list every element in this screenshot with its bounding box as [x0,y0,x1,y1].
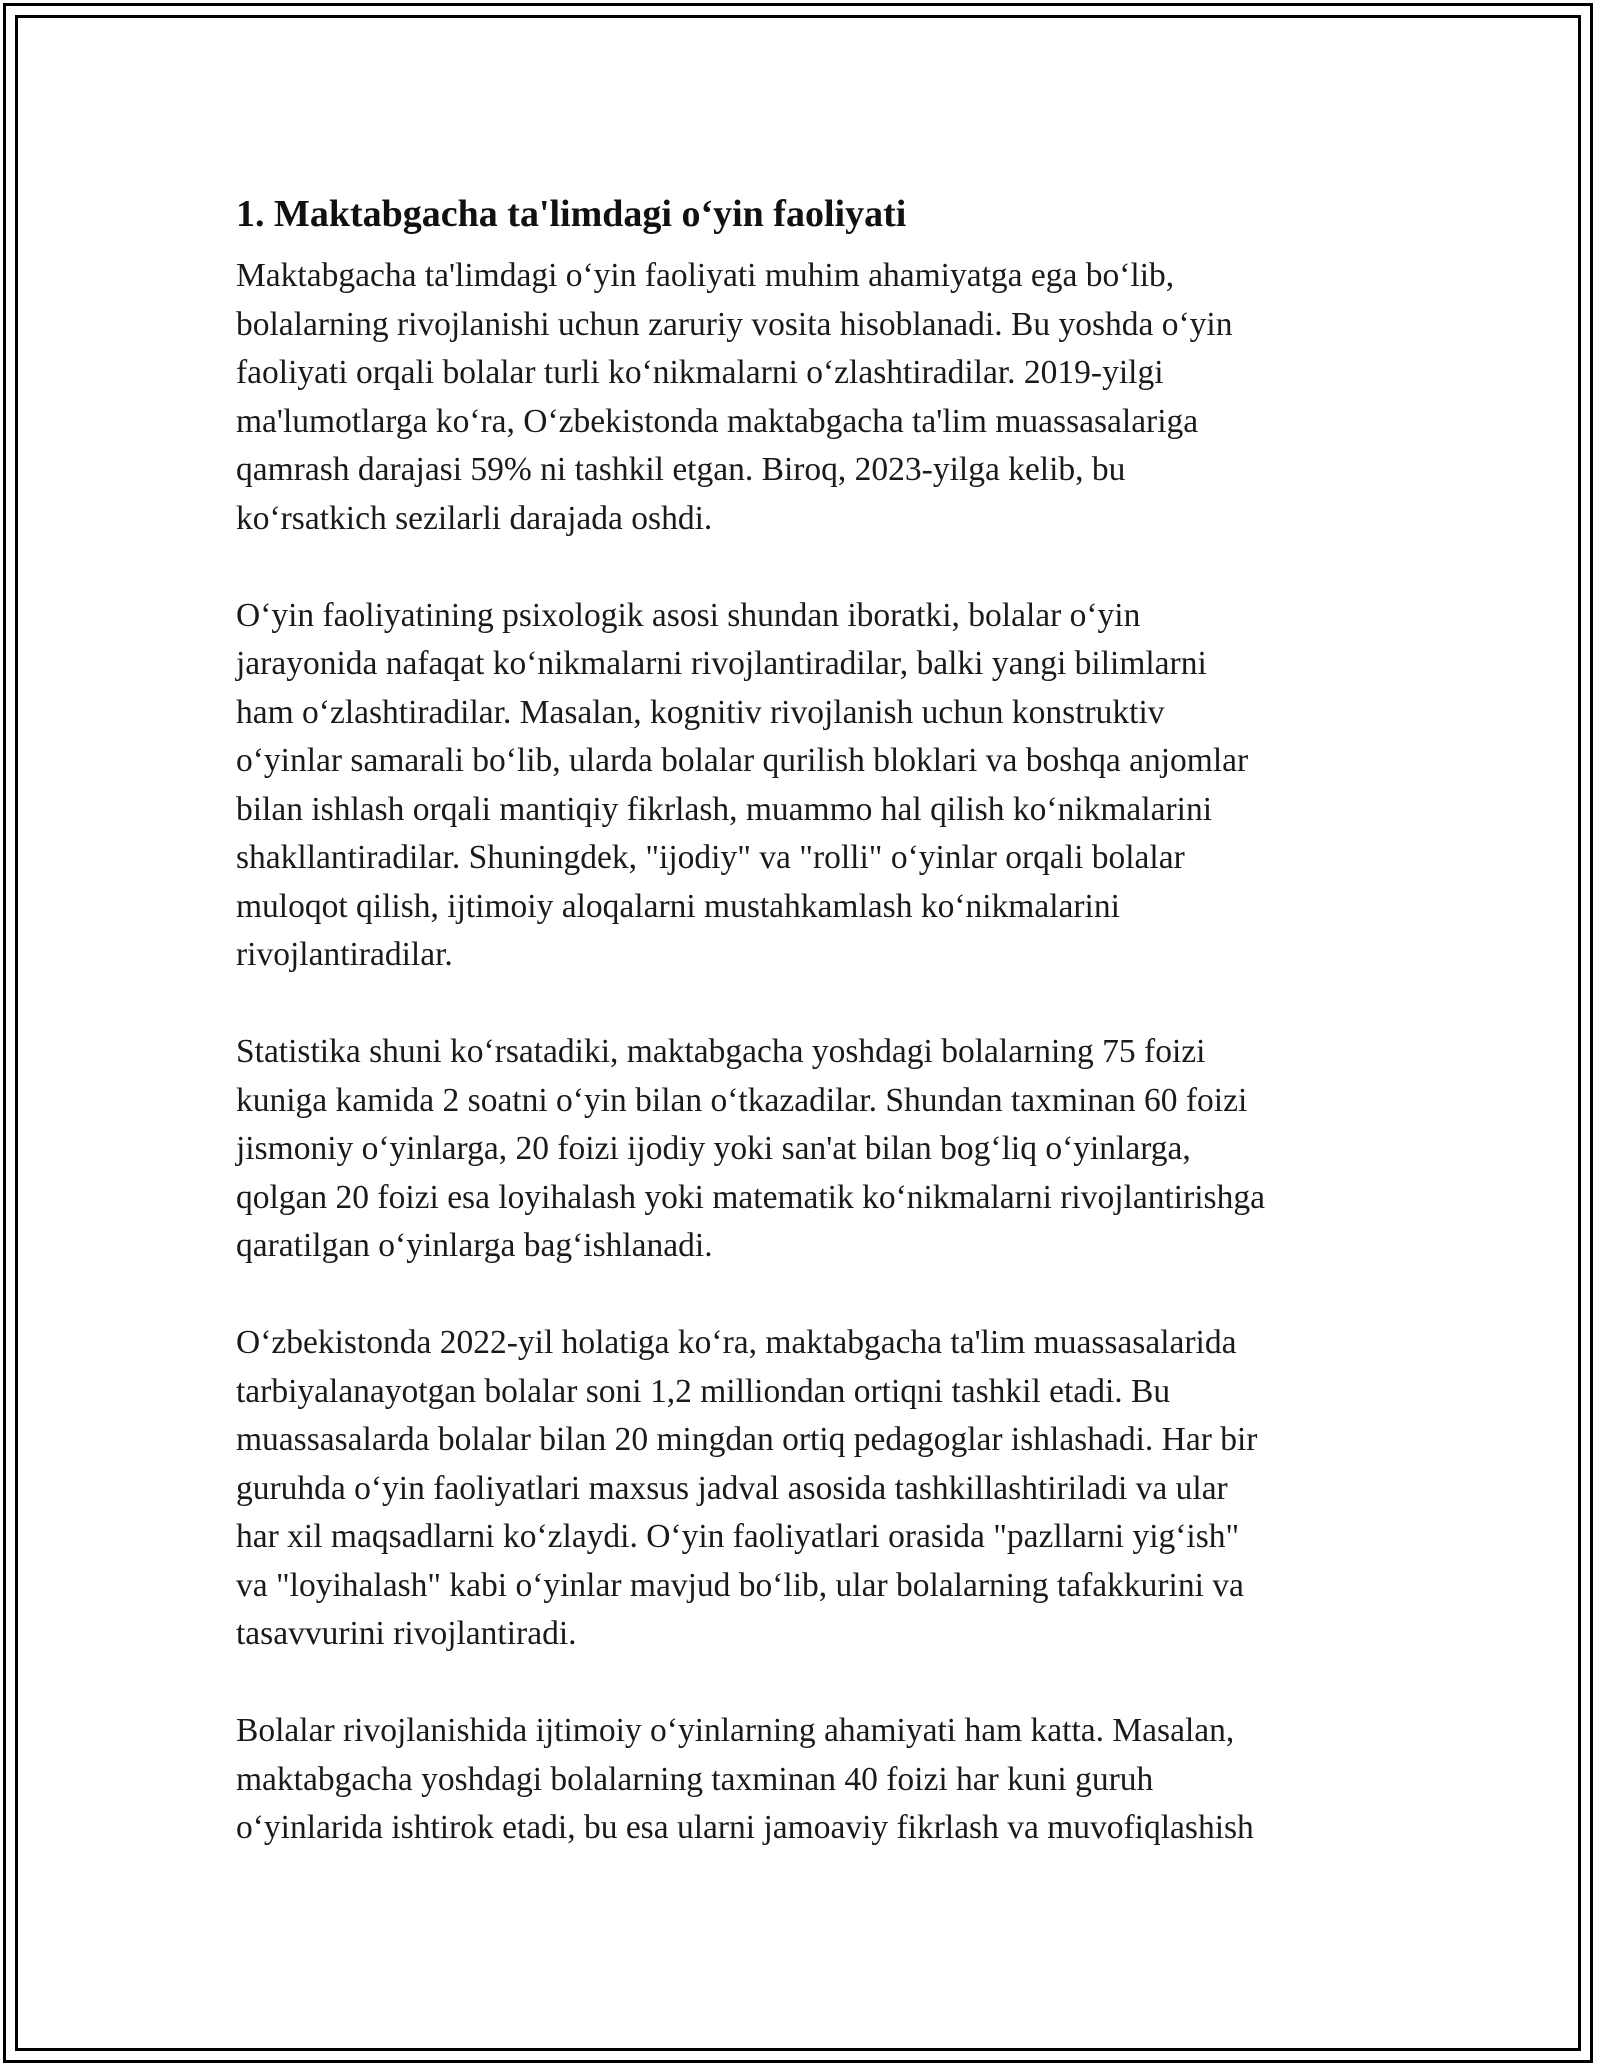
paragraph-line: jismoniy o‘yinlarga, 20 foizi ijodiy yoki san'at bilan bog‘liq o‘yinlarga, [236,1130,1191,1167]
paragraph-line: muassasalarda bolalar bilan 20 mingdan ortiq pedagoglar ishlashadi. Har bir [236,1421,1258,1458]
paragraph-line: muloqot qilish, ijtimoiy aloqalarni mustahkamlash ko‘nikmalarini [236,887,1120,925]
paragraph-line: O‘yin faoliyatining psixologik asosi shundan iboratki, bolalar o‘yin [236,596,1141,634]
paragraph [236,1319,1386,1659]
paragraph-line: ham o‘zlashtiradilar. Masalan, kognitiv rivojlanish uchun konstruktiv [236,693,1165,731]
paragraph-line: tarbiyalanayotgan bolalar soni 1,2 milliondan ortiqni tashkil etadi. Bu [236,1372,1171,1410]
paragraph-line: Maktabgacha ta'limdagi o‘yin faoliyati muhim ahamiyatga ega bo‘lib, [236,257,1175,294]
paragraph-line: o‘yinlar samarali bo‘lib, ularda bolalar qurilish bloklari va boshqa anjomlar [236,742,1249,779]
paragraph-line: faoliyati orqali bolalar turli ko‘nikmalarni o‘zlashtiradilar. 2019-yilgi [236,354,1164,391]
paragraph-container [236,252,1386,1853]
paragraph-line: tasavvurini rivojlantiradi. [236,1615,577,1652]
paragraph-line: ko‘rsatkich sezilarli darajada oshdi. [236,499,713,537]
paragraph-line: qolgan 20 foizi esa loyihalash yoki matematik ko‘nikmalarni rivojlantirishga [236,1178,1265,1216]
document-body [236,184,1386,1901]
paragraph-line: jarayonida nafaqat ko‘nikmalarni rivojlantiradilar, balki yangi bilimlarni [236,645,1207,682]
paragraph-line: kuniga kamida 2 soatni o‘yin bilan o‘tkazadilar. Shundan taxminan 60 foizi [236,1081,1248,1119]
paragraph-line: guruhda o‘yin faoliyatlari maxsus jadval asosida tashkillashtiriladi va ular [236,1469,1228,1507]
paragraph-line: ma'lumotlarga ko‘ra, O‘zbekistonda maktabgacha ta'lim muassasalariga [236,402,1199,440]
paragraph [236,592,1386,980]
paragraph-line: va "loyihalash" kabi o‘yinlar mavjud bo‘lib, ular bolalarning tafakkurini va [236,1566,1244,1604]
paragraph-line: Statistika shuni ko‘rsatadiki, maktabgacha yoshdagi bolalarning 75 foizi [236,1033,1206,1070]
paragraph-line: bilan ishlash orqali mantiqiy fikrlash, muammo hal qilish ko‘nikmalarini [236,790,1212,828]
paragraph-line: shakllantiradilar. Shuningdek, "ijodiy" va "rolli" o‘yinlar orqali bolalar [236,839,1185,876]
paragraph [236,252,1386,543]
paragraph-line: Bolalar rivojlanishida ijtimoiy o‘yinlarning ahamiyati ham katta. Masalan, [236,1712,1235,1749]
paragraph-line: O‘zbekistonda 2022-yil holatiga ko‘ra, maktabgacha ta'lim muassasalarida [236,1324,1237,1361]
paragraph [236,1028,1386,1271]
paragraph-line: o‘yinlarida ishtirok etadi, bu esa ularni jamoaviy fikrlash va muvofiqlashish [236,1809,1254,1846]
section-heading: 1. Maktabgacha ta'limdagi o‘yin faoliyati [236,193,907,235]
paragraph-line: bolalarning rivojlanishi uchun zaruriy vosita hisoblanadi. Bu yoshda o‘yin [236,305,1233,343]
paragraph [236,1707,1386,1853]
paragraph-line: har xil maqsadlarni ko‘zlaydi. O‘yin faoliyatlari orasida "pazllarni yig‘ish" [236,1518,1240,1555]
paragraph-line: qaratilgan o‘yinlarga bag‘ishlanadi. [236,1227,713,1264]
paragraph-line: qamrash darajasi 59% ni tashkil etgan. Biroq, 2023-yilga kelib, bu [236,451,1126,488]
paragraph-line: rivojlantiradilar. [236,936,453,973]
paragraph-line: maktabgacha yoshdagi bolalarning taxminan 40 foizi har kuni guruh [236,1760,1154,1798]
